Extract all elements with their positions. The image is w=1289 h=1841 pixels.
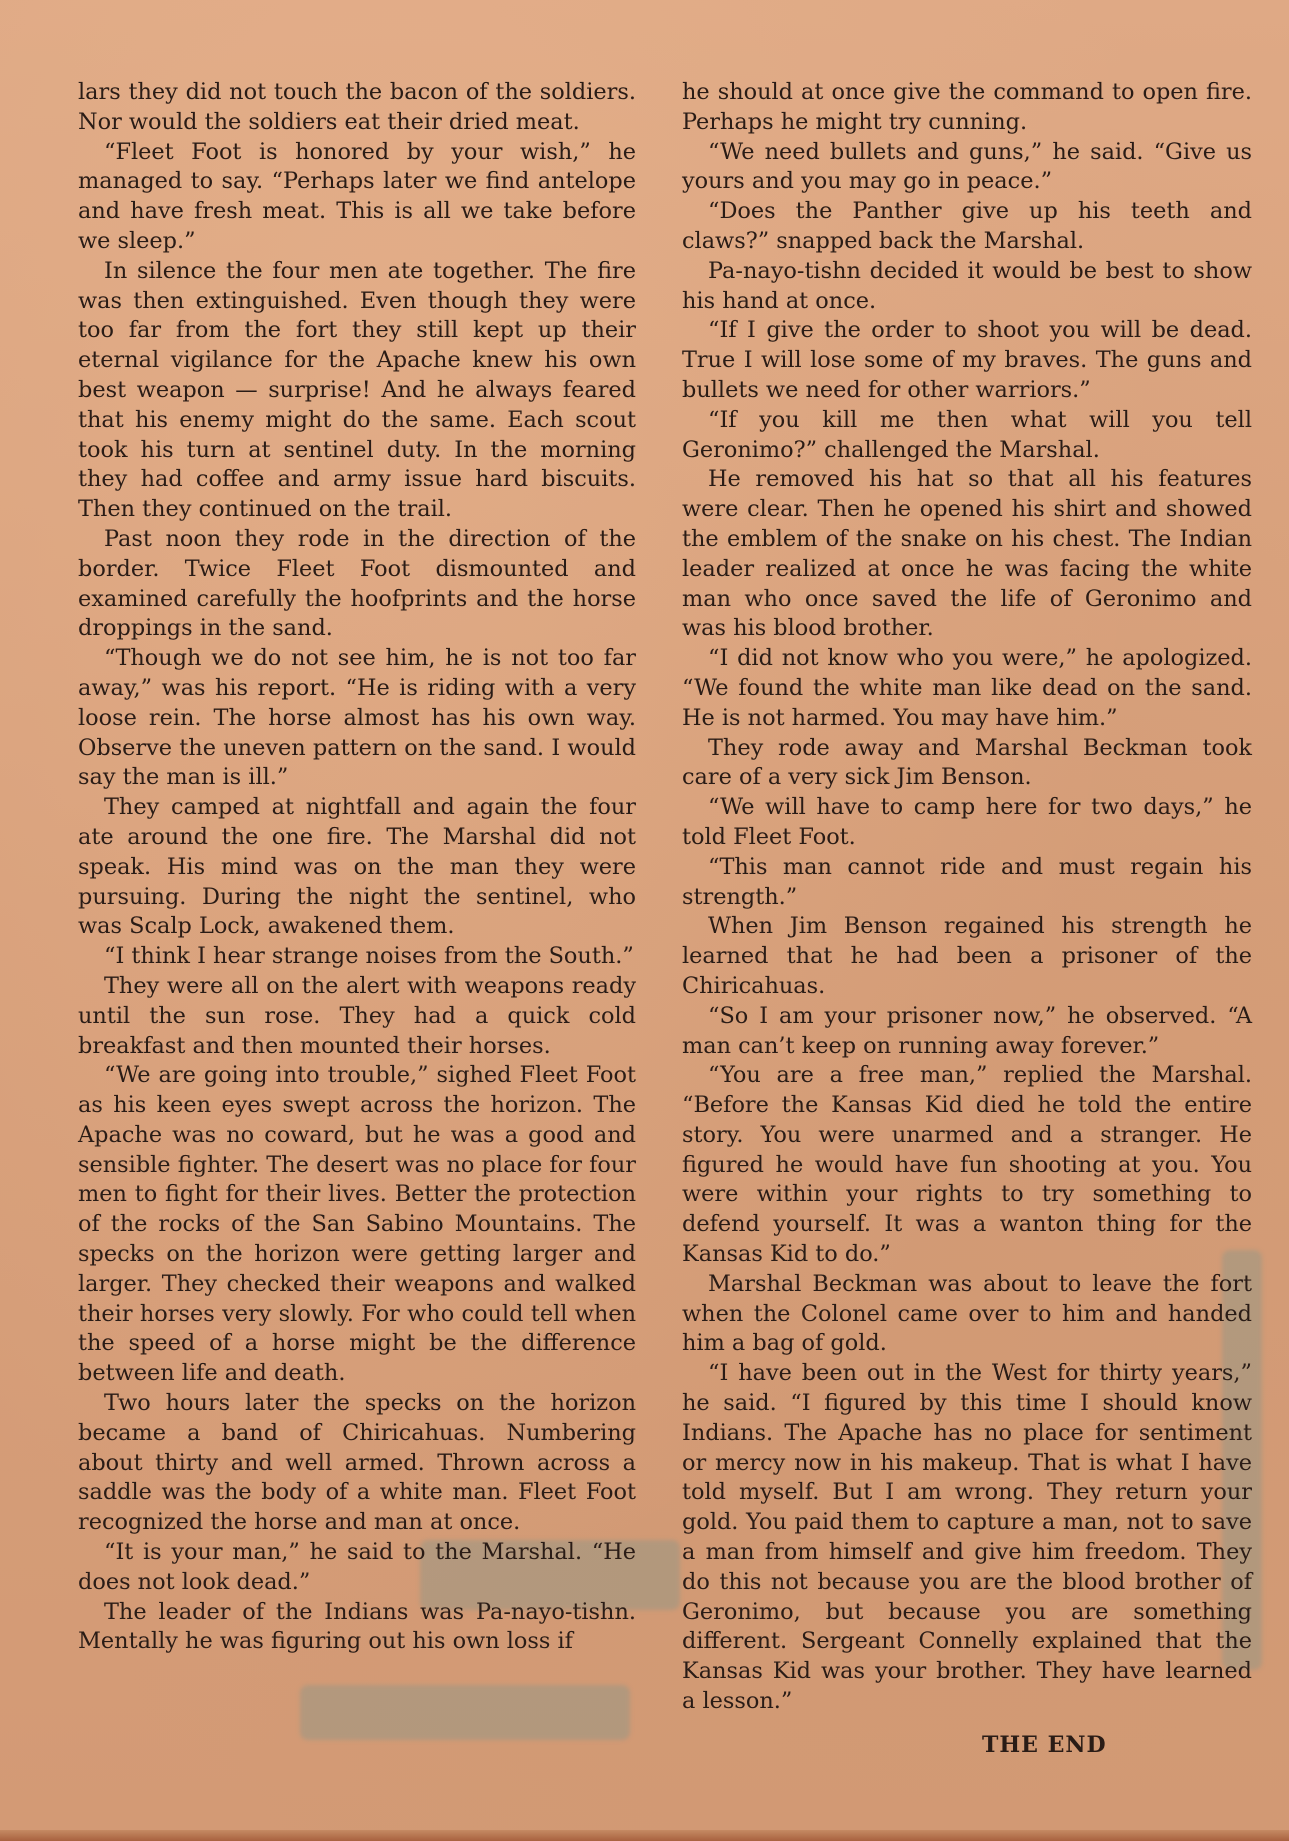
left-text-column xyxy=(78,78,636,1657)
paragraph: Two hours later the specks on the horizon became a band of Chiricahuas. Numbering about thirty and well armed. Thrown across a saddle was the body of a white man. Fleet Foot recognized the horse and man at once. xyxy=(78,1390,636,1536)
paragraph: “If you kill me then what will you tell Geronimo?” challenged the Marshal. xyxy=(682,406,1252,463)
paragraph: When Jim Benson regained his strength he learned that he had been a prisoner of the Chiricahuas. xyxy=(682,913,1252,999)
paragraph: “Does the Panther give up his teeth and claws?” snapped back the Marshal. xyxy=(682,198,1252,254)
paragraph: “I think I hear strange noises from the South.” xyxy=(104,943,634,970)
paragraph: They rode away and Marshal Beckman took care of a very sick Jim Benson. xyxy=(682,734,1252,791)
paragraph: “We need bullets and guns,” he said. “Give us yours and you may go in peace.” xyxy=(682,138,1252,195)
paragraph: Marshal Beckman was about to leave the fort when the Colonel came over to him and handed him a bag of gold. xyxy=(682,1270,1252,1357)
paragraph: They camped at nightfall and again the four ate around the one fire. The Marshal did not speak. His mind was on the man they were pursuing. During the night the sentinel, who was Scalp Lock, awakened them. xyxy=(78,794,636,940)
ink-stain xyxy=(300,1685,630,1740)
paragraph: Past noon they rode in the direction of the border. Twice Fleet Foot dismounted and examined carefully the hoofprints and the horse droppings in the sand. xyxy=(78,525,636,642)
paragraph: Pa-nayo-tishn decided it would be best to show his hand at once. xyxy=(682,257,1252,314)
paragraph: “If I give the order to shoot you will be dead. True I will lose some of my braves. The guns and bullets we need for other warriors.” xyxy=(682,317,1252,403)
paragraph: “So I am your prisoner now,” he observed. “A man can’t keep on running away forever.” xyxy=(682,1002,1252,1059)
paragraph: In silence the four men ate together. The fire was then extinguished. Even though they were too far from the fort they still kept up their eternal vigilance for the Apache knew his own best weapon — surprise! And he always feared that his enemy might do the same. Each scout took his turn at sentinel duty. In the morning they had coffee and army issue hard biscuits. Then they continued on the trail. xyxy=(78,257,636,523)
paragraph: lars they did not touch the bacon of the soldiers. Nor would the soldiers eat their dried meat. xyxy=(78,79,636,135)
the-end-label: THE END xyxy=(982,1732,1107,1758)
paragraph: “Fleet Foot is honored by your wish,” he managed to say. “Perhaps later we find antelope and have fresh meat. This is all we take before we sleep.” xyxy=(78,138,636,254)
page-bottom-edge xyxy=(0,1830,1289,1841)
paragraph: The leader of the Indians was Pa-nayo-tishn. Mentally he was figuring out his own loss if xyxy=(78,1598,636,1655)
paragraph: “I have been out in the West for thirty years,” he said. “I figured by this time I should know Indians. The Apache has no place for sentiment or mercy now in his makeup. That is what I have told myself. But I am wrong. They return your gold. You paid them to capture a man, not to save a man from himself and give him freedom. They do this not because you are the blood brother of Geronimo, but because you are something different. Sergeant Connelly explained that the Kansas Kid was your brother. They have learned a lesson.” xyxy=(682,1360,1252,1715)
paragraph: “You are a free man,” replied the Marshal. “Before the Kansas Kid died he told the entire story. You were unarmed and a stranger. He figured he would have fun shooting at you. You were within your rights to try something to defend yourself. It was a wanton thing for the Kansas Kid to do.” xyxy=(682,1062,1252,1268)
paragraph: They were all on the alert with weapons ready until the sun rose. They had a quick cold breakfast and then mounted their horses. xyxy=(78,972,636,1059)
paragraph: “Though we do not see him, he is not too far away,” was his report. “He is riding with a very loose rein. The horse almost has his own way. Observe the uneven pattern on the sand. I would say the man is ill.” xyxy=(78,645,636,791)
paragraph: “We will have to camp here for two days,” he told Fleet Foot. xyxy=(682,794,1252,850)
paragraph: “This man cannot ride and must regain his strength.” xyxy=(682,853,1252,910)
paragraph: He removed his hat so that all his features were clear. Then he opened his shirt and showed the emblem of the snake on his chest. The Indian leader realized at once he was facing the white man who once saved the life of Geronimo and was his blood brother. xyxy=(682,466,1252,642)
paragraph: “It is your man,” he said to the Marshal. “He does not look dead.” xyxy=(78,1539,636,1595)
paragraph: “I did not know who you were,” he apologized. “We found the white man like dead on the sand. He is not harmed. You may have him.” xyxy=(682,645,1252,731)
paragraph: he should at once give the command to open fire. Perhaps he might try cunning. xyxy=(682,79,1252,135)
right-text-column xyxy=(682,78,1252,1717)
paragraph: “We are going into trouble,” sighed Fleet Foot as his keen eyes swept across the horizon. The Apache was no coward, but he was a good and sensible fighter. The desert was no place for four men to fight for their lives. Better the protection of the rocks of the San Sabino Mountains. The specks on the horizon were getting larger and larger. They checked their weapons and walked their horses very slowly. For who could tell when the speed of a horse might be the difference between life and death. xyxy=(78,1062,636,1387)
